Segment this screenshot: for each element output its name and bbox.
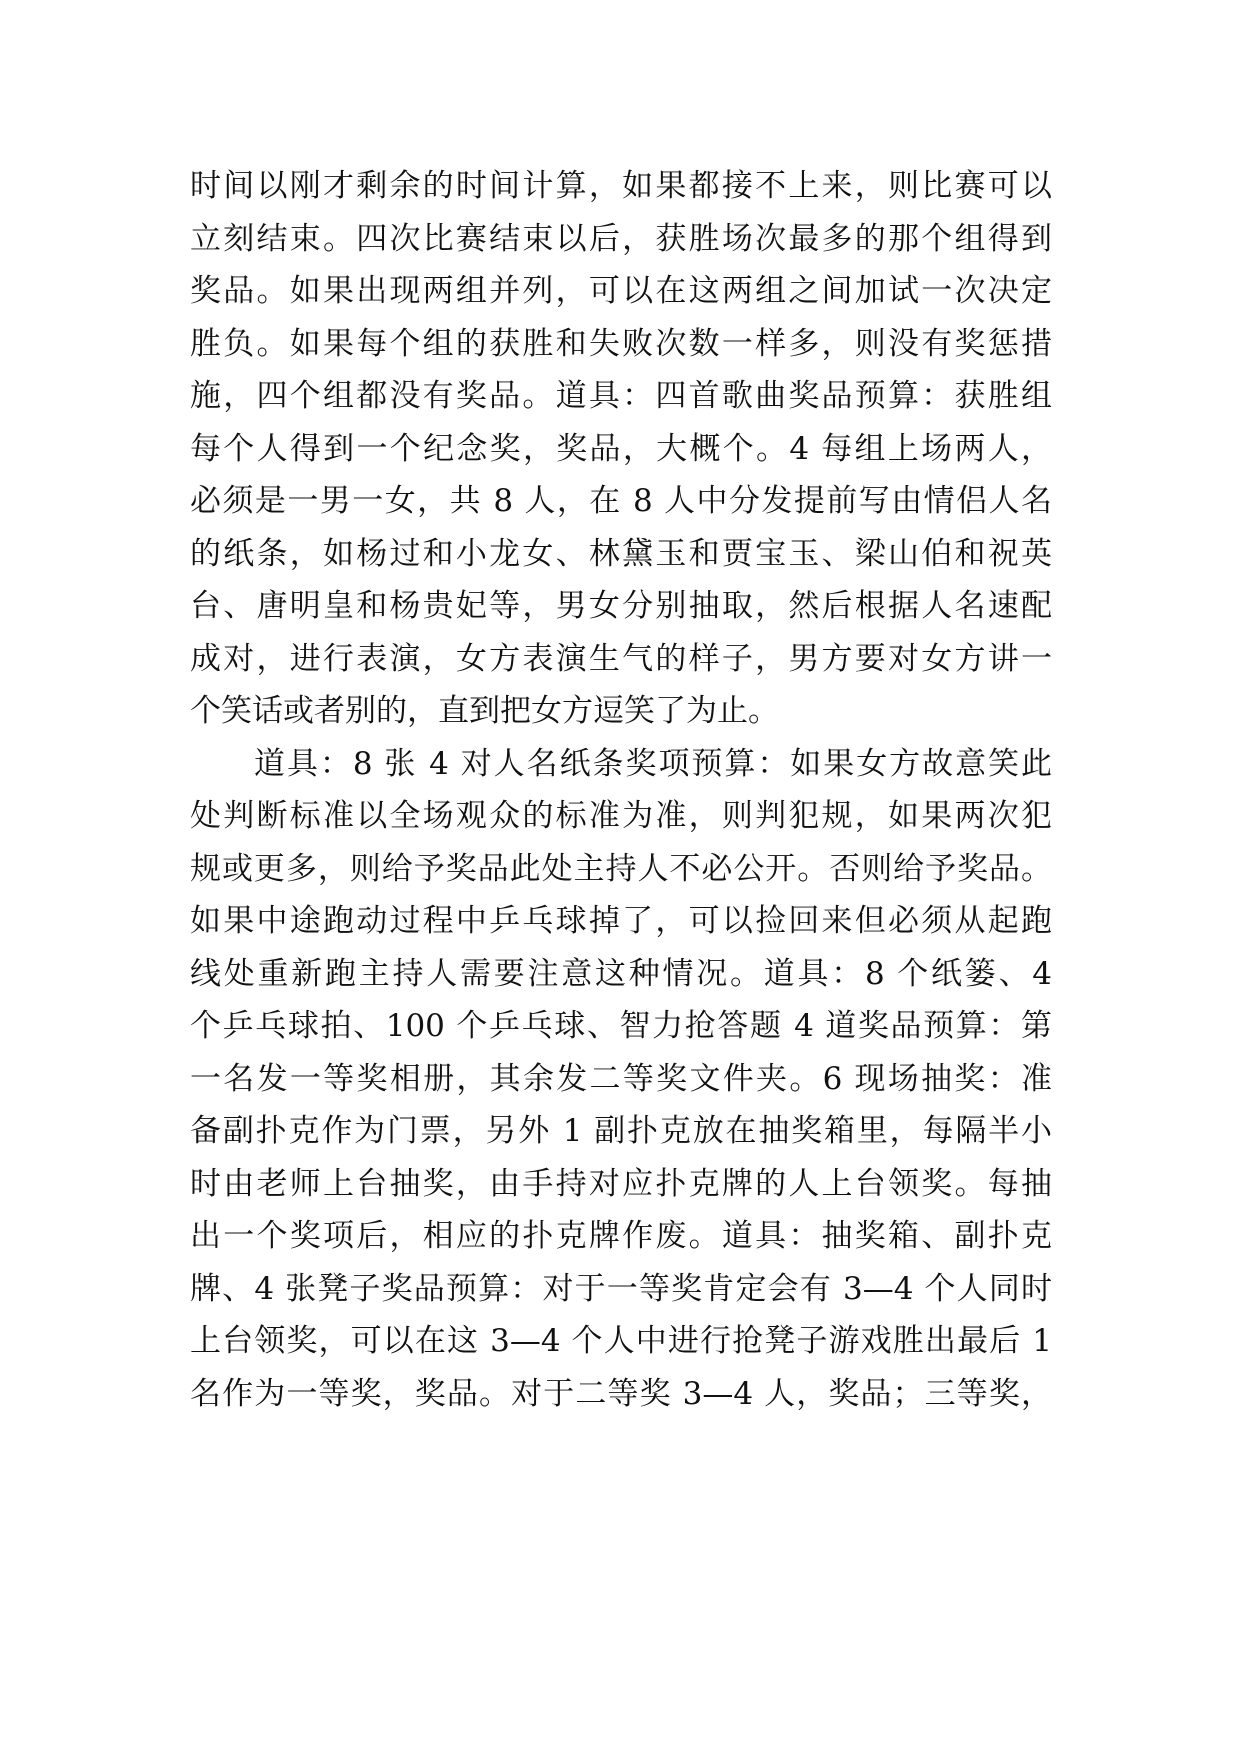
text-line: 名作为一等奖，奖品。对于二等奖 3—4 人，奖品；三等奖， — [190, 1375, 1052, 1412]
text-line: 台、唐明皇和杨贵妃等，男女分别抽取，然后根据人名速配 — [190, 588, 1052, 624]
paragraph — [190, 160, 1052, 738]
text-line: 的纸条，如杨过和小龙女、林黛玉和贾宝玉、梁山伯和祝英 — [190, 535, 1052, 572]
text-line: 道具：8 张 4 对人名纸条奖项预算：如果女方故意笑此 — [254, 745, 1052, 782]
text-line: 奖品。如果出现两组并列，可以在这两组之间加试一次决定 — [190, 273, 1052, 309]
text-line: 出一个奖项后，相应的扑克牌作废。道具：抽奖箱、副扑克 — [190, 1218, 1052, 1254]
text-line: 时由老师上台抽奖，由手持对应扑克牌的人上台领奖。每抽 — [190, 1165, 1052, 1202]
text-line: 胜负。如果每个组的获胜和失败次数一样多，则没有奖惩措 — [190, 325, 1052, 362]
document-body — [190, 160, 1052, 1420]
text-line: 必须是一男一女，共 8 人，在 8 人中分发提前写由情侣人名 — [190, 483, 1052, 519]
text-line: 一名发一等奖相册，其余发二等奖文件夹。6 现场抽奖：准 — [190, 1060, 1052, 1097]
text-line: 上台领奖，可以在这 3—4 个人中进行抢凳子游戏胜出最后 1 — [190, 1323, 1052, 1359]
text-line: 个乒乓球拍、100 个乒乓球、智力抢答题 4 道奖品预算：第 — [190, 1008, 1052, 1044]
text-line: 规或更多，则给予奖品此处主持人不必公开。否则给予奖品。 — [190, 850, 1052, 887]
text-line: 如果中途跑动过程中乒乓球掉了，可以捡回来但必须从起跑 — [190, 903, 1052, 939]
text-line: 备副扑克作为门票，另外 1 副扑克放在抽奖箱里，每隔半小 — [190, 1113, 1052, 1149]
text-line: 个笑话或者别的，直到把女方逗笑了为止。 — [190, 693, 779, 729]
text-line: 成对，进行表演，女方表演生气的样子，男方要对女方讲一 — [190, 640, 1052, 677]
text-line: 每个人得到一个纪念奖，奖品，大概个。4 每组上场两人， — [190, 430, 1052, 467]
text-line: 时间以刚才剩余的时间计算，如果都接不上来，则比赛可以 — [190, 168, 1052, 204]
text-line: 处判断标准以全场观众的标准为准，则判犯规，如果两次犯 — [190, 798, 1052, 834]
text-line: 线处重新跑主持人需要注意这种情况。道具：8 个纸篓、4 — [190, 955, 1052, 992]
text-line: 施，四个组都没有奖品。道具：四首歌曲奖品预算：获胜组 — [190, 378, 1052, 414]
text-line: 牌、4 张凳子奖品预算：对于一等奖肯定会有 3—4 个人同时 — [190, 1270, 1052, 1307]
text-line: 立刻结束。四次比赛结束以后，获胜场次最多的那个组得到 — [190, 220, 1052, 257]
paragraph — [190, 738, 1052, 1421]
